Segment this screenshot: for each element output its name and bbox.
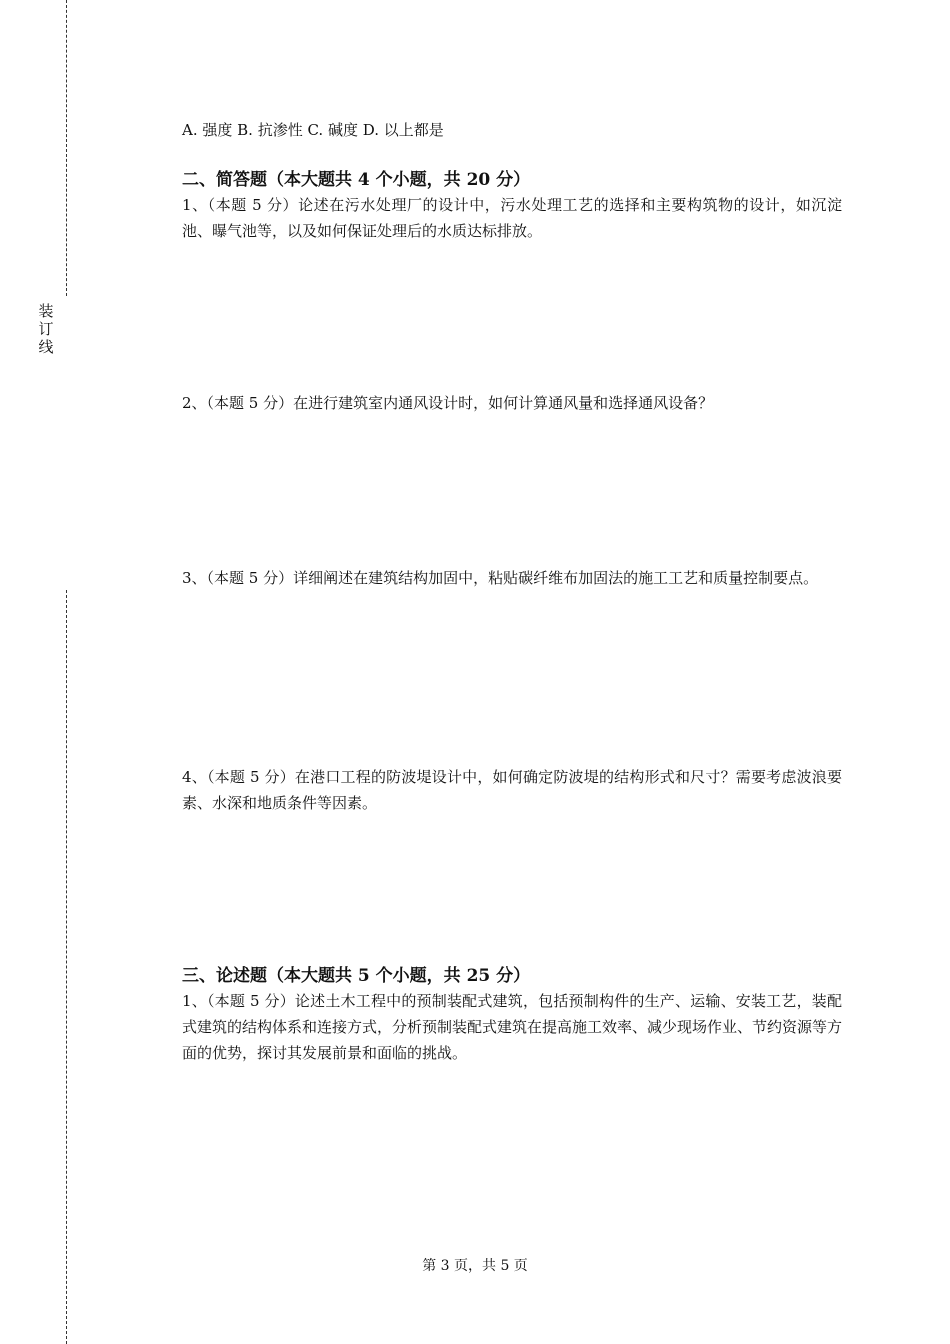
question-text: 1、（本题 5 分）论述土木工程中的预制装配式建筑，包括预制构件的生产、运输、安装工艺，装配式建筑的结构体系和连接方式，分析预制装配式建筑在提高施工效率、减少现场作业、节约资源等方面的优势，探讨其发展前景和面临的挑战。	[182, 992, 843, 1062]
question-item	[182, 390, 842, 416]
binding-label	[36, 302, 56, 356]
question-text: 3、（本题 5 分）详细阐述在建筑结构加固中，粘贴碳纤维布加固法的施工工艺和质量控制要点。	[182, 569, 819, 587]
question-text: 2、（本题 5 分）在进行建筑室内通风设计时，如何计算通风量和选择通风设备？	[182, 394, 714, 412]
page-number: 第 3 页，共 5 页	[422, 1258, 528, 1274]
question-text: 1、（本题 5 分）论述在污水处理厂的设计中，污水处理工艺的选择和主要构筑物的设计，如沉淀池、曝气池等，以及如何保证处理后的水质达标排放。	[182, 196, 842, 240]
binding-line-bottom	[66, 590, 67, 1344]
section-essay	[182, 963, 842, 989]
question-item	[182, 565, 842, 591]
section-short-answer	[182, 167, 842, 193]
previous-question-options-block	[182, 117, 842, 143]
question-item	[182, 192, 842, 244]
section-title: 二、简答题（本大题共 4 个小题，共 20 分）	[182, 170, 531, 190]
previous-question-options: A. 强度 B. 抗渗性 C. 碱度 D. 以上都是	[182, 121, 444, 139]
binding-char: 装	[38, 302, 54, 320]
section-title: 三、论述题（本大题共 5 个小题，共 25 分）	[182, 966, 531, 986]
binding-line-top	[66, 0, 67, 296]
binding-char: 线	[38, 338, 54, 356]
question-text: 4、（本题 5 分）在港口工程的防波堤设计中，如何确定防波堤的结构形式和尺寸？需要考虑波浪要素、水深和地质条件等因素。	[182, 768, 842, 812]
binding-char: 订	[38, 320, 54, 338]
question-item	[182, 988, 842, 1066]
question-item	[182, 764, 842, 816]
